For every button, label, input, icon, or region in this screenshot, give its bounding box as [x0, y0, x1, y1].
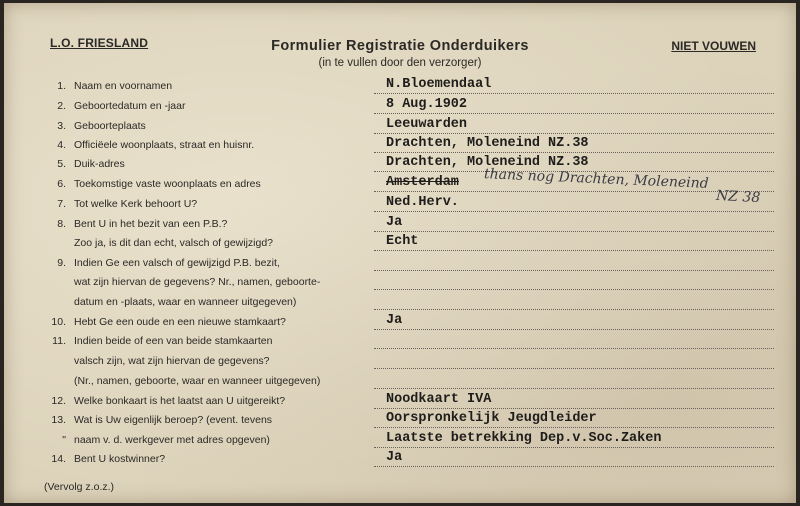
form-row — [4, 77, 796, 98]
form-row — [4, 296, 796, 314]
typed-answer: Ned.Herv. — [386, 195, 459, 210]
typed-answer: N.Bloemendaal — [386, 77, 492, 92]
question-number: 5. — [57, 158, 66, 170]
answer-line — [374, 93, 774, 94]
typed-answer: Drachten, Moleneind NZ.38 — [386, 155, 589, 170]
form-title: Formulier Registratie Onderduikers — [271, 38, 529, 54]
question-number: " — [62, 434, 66, 446]
question-label: Geboorteplaats — [74, 120, 146, 132]
answer-line — [374, 447, 774, 448]
form-row — [4, 355, 796, 373]
typed-answer: 8 Aug.1902 — [386, 97, 468, 112]
answer-line — [374, 289, 774, 290]
question-number: 14. — [51, 453, 66, 465]
form-row — [4, 313, 796, 334]
question-label: naam v. d. werkgever met adres opgeven) — [74, 434, 270, 446]
question-label: Bent U kostwinner? — [74, 453, 166, 465]
question-label: Toekomstige vaste woonplaats en adres — [74, 178, 261, 190]
question-number: 7. — [57, 198, 66, 210]
form-row — [4, 155, 796, 176]
question-number: 6. — [57, 178, 66, 190]
answer-line — [374, 211, 774, 212]
handwritten-address-note: thans nog Drachten, Moleneind — [483, 166, 709, 192]
question-label: Officiëele woonplaats, straat en huisnr. — [74, 139, 255, 151]
answer-line — [374, 329, 774, 330]
handwritten-house-number: NZ 38 — [715, 187, 761, 207]
answer-line — [374, 388, 774, 389]
question-label: Indien beide of een van beide stamkaarten — [74, 335, 273, 347]
question-label: Zoo ja, is dit dan echt, valsch of gewijzigd? — [74, 237, 274, 249]
form-row — [4, 450, 796, 471]
question-number: 10. — [51, 316, 66, 328]
form-row — [4, 335, 796, 353]
question-label: Tot welke Kerk behoort U? — [74, 198, 198, 210]
question-label: Indien Ge een valsch of gewijzigd P.B. bezit, — [74, 257, 280, 269]
question-label: Naam en voornamen — [74, 80, 173, 92]
question-label: datum en -plaats, waar en wanneer uitgegeven) — [74, 296, 297, 308]
answer-line — [374, 368, 774, 369]
answer-line — [374, 191, 774, 192]
question-label: Hebt Ge een oude en een nieuwe stamkaart? — [74, 316, 286, 328]
question-label: Geboortedatum en -jaar — [74, 100, 186, 112]
form-row — [4, 375, 796, 393]
answer-line — [374, 427, 774, 428]
typed-answer: Ja — [386, 313, 403, 328]
answer-line — [374, 408, 774, 409]
question-number: 12. — [51, 395, 66, 407]
question-number: 3. — [57, 120, 66, 132]
question-label: (Nr., namen, geboorte, waar en wanneer uitgegeven) — [74, 375, 321, 387]
typed-answer: Leeuwarden — [386, 117, 468, 132]
form-row — [4, 257, 796, 275]
question-number: 9. — [57, 257, 66, 269]
question-label: valsch zijn, wat zijn hiervan de gegevens? — [74, 355, 270, 367]
answer-line — [374, 231, 774, 232]
answer-line — [374, 270, 774, 271]
organization-label: L.O. FRIESLAND — [50, 36, 149, 50]
typed-answer: Echt — [386, 234, 419, 249]
question-label: Welke bonkaart is het laatst aan U uitgereikt? — [74, 395, 286, 407]
answer-line — [374, 348, 774, 349]
do-not-fold-label: NIET VOUWEN — [671, 39, 756, 53]
question-label: Wat is Uw eigenlijk beroep? (event. tevens — [74, 414, 273, 426]
typed-answer: Noodkaart IVA — [386, 392, 492, 407]
form-row — [4, 411, 796, 432]
typed-answer: Drachten, Moleneind NZ.38 — [386, 136, 589, 151]
question-number: 4. — [57, 139, 66, 151]
answer-line — [374, 250, 774, 251]
answer-line — [374, 133, 774, 134]
question-label: wat zijn hiervan de gegevens? Nr., namen, geboorte- — [74, 276, 321, 288]
form-subtitle: (in te vullen door den verzorger) — [318, 57, 482, 69]
question-label: Bent U in het bezit van een P.B.? — [74, 218, 228, 230]
question-number: 11. — [52, 335, 66, 347]
question-number: 13. — [51, 414, 66, 426]
question-number: 2. — [57, 100, 66, 112]
continued-overleaf-note: (Vervolg z.o.z.) — [44, 481, 115, 493]
form-row — [4, 276, 796, 294]
typed-answer: Amsterdam — [386, 175, 459, 190]
registration-card — [4, 3, 796, 503]
answer-line — [374, 309, 774, 310]
answer-line — [374, 152, 774, 153]
form-row — [4, 234, 796, 255]
form-row — [4, 97, 796, 118]
question-number: 8. — [57, 218, 66, 230]
typed-answer: Ja — [386, 215, 403, 230]
typed-answer: Laatste betrekking Dep.v.Soc.Zaken — [386, 431, 662, 446]
typed-answer: Ja — [386, 450, 403, 465]
answer-line — [374, 113, 774, 114]
question-number: 1. — [57, 80, 66, 92]
question-label: Duik-adres — [74, 158, 125, 170]
answer-line — [374, 466, 774, 467]
typed-answer: Oorspronkelijk Jeugdleider — [386, 411, 597, 426]
